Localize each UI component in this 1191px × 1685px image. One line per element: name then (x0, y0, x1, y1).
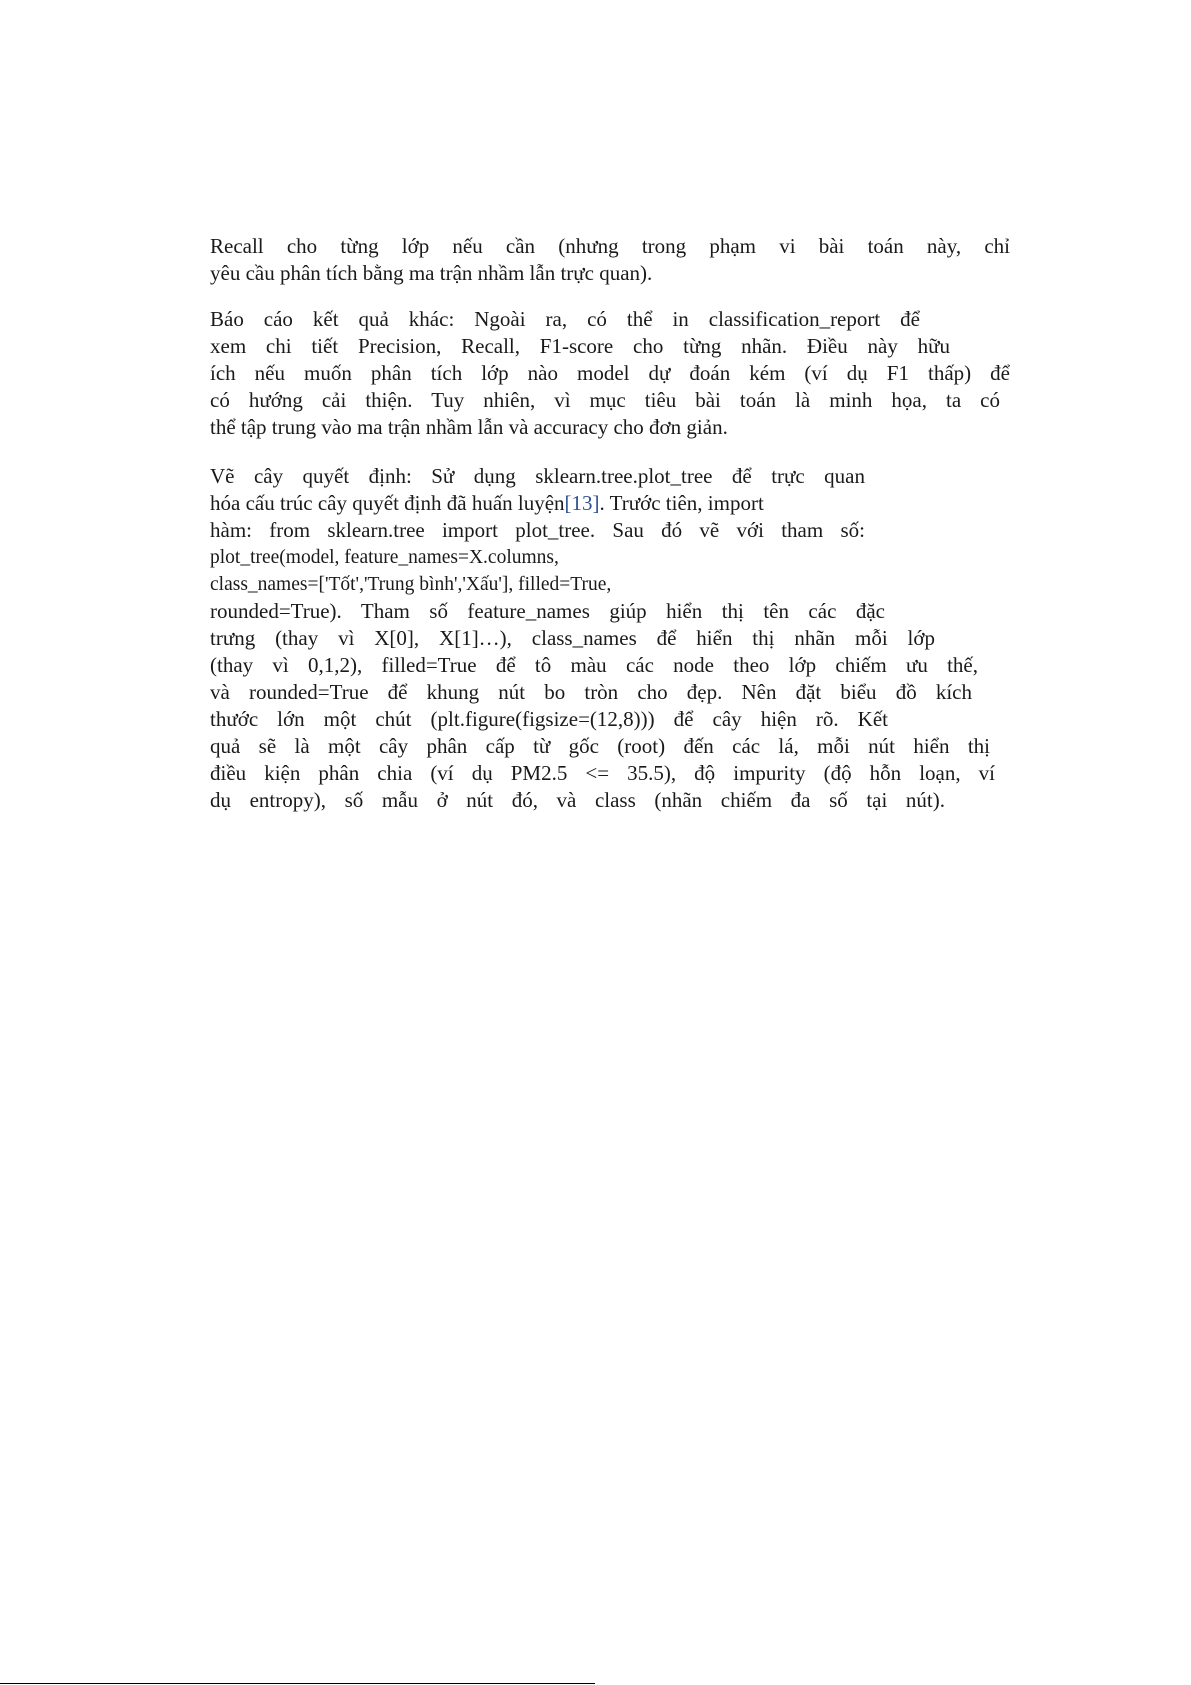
text-line: thể tập trung vào ma trận nhầm lẫn và accuracy cho đơn giản. (210, 415, 728, 439)
intro-paragraph (210, 233, 1010, 287)
text-line: xem chi tiết Precision, Recall, F1-score cho từng nhãn. Điều này hữu (210, 334, 950, 358)
text-line: và rounded=True để khung nút bo tròn cho đẹp. Nên đặt biểu đồ kích (210, 680, 972, 704)
text-line: điều kiện phân chia (ví dụ PM2.5 <= 35.5), độ impurity (độ hỗn loạn, ví (210, 761, 995, 785)
text-segment: hóa cấu trúc cây quyết định đã huấn luyện (210, 491, 565, 515)
text-line: Báo cáo kết quả khác: Ngoài ra, có thể in classification_report để (210, 307, 920, 331)
bullet-paragraph-plot-tree (210, 463, 1010, 814)
code-line: plot_tree(model, feature_names=X.columns, (210, 547, 559, 568)
text-line: quả sẽ là một cây phân cấp từ gốc (root) đến các lá, mỗi nút hiển thị (210, 734, 990, 758)
text-line: ích nếu muốn phân tích lớp nào model dự đoán kém (ví dụ F1 thấp) để (210, 361, 1010, 385)
text-line: Vẽ cây quyết định: Sử dụng sklearn.tree.plot_tree để trực quan (210, 464, 865, 488)
text-line (210, 490, 920, 517)
text-line: trưng (thay vì X[0], X[1]…), class_names để hiển thị nhãn mỗi lớp (210, 626, 935, 650)
text-line: rounded=True). Tham số feature_names giúp hiển thị tên các đặc (210, 599, 885, 623)
code-line: class_names=['Tốt','Trung bình','Xấu'], filled=True, (210, 574, 612, 595)
text-line: yêu cầu phân tích bằng ma trận nhầm lẫn trực quan). (210, 261, 653, 285)
text-line: Recall cho từng lớp nếu cần (nhưng trong phạm vi bài toán này, chỉ (210, 234, 1010, 258)
text-segment: . Trước tiên, import (599, 491, 764, 515)
text-line: dụ entropy), số mẫu ở nút đó, và class (nhãn chiếm đa số tại nút). (210, 788, 945, 812)
citation-link[interactable]: [13] (564, 491, 600, 515)
text-line: có hướng cải thiện. Tuy nhiên, vì mục tiêu bài toán là minh họa, ta có (210, 388, 1000, 412)
bullet-paragraph-report (210, 306, 1010, 441)
text-line: hàm: from sklearn.tree import plot_tree. Sau đó vẽ với tham số: (210, 518, 865, 542)
footnote-divider (0, 1683, 595, 1684)
text-line: (thay vì 0,1,2), filled=True để tô màu các node theo lớp chiếm ưu thế, (210, 653, 978, 677)
text-line: thước lớn một chút (plt.figure(figsize=(12,8))) để cây hiện rõ. Kết (210, 707, 888, 731)
